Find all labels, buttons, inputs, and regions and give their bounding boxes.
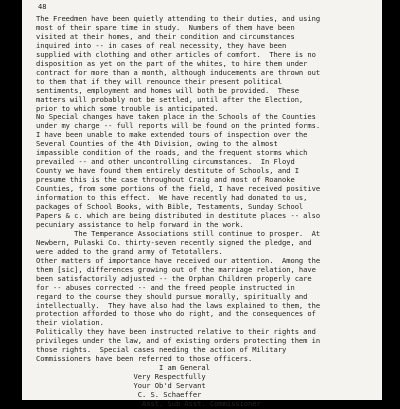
body-line: privileges under the law, and of existing orders protecting them in	[36, 336, 321, 346]
body-line: Other matters of importance have received our attention. Among the	[36, 255, 321, 265]
body-line: I have been unable to make extended tours of inspection over the	[36, 130, 308, 140]
body-line: Several Counties of the 4th Division, owing to the almost	[36, 139, 278, 149]
body-line: under my charge -- full reports will be found on the printed forms.	[36, 121, 321, 131]
body-line: No Special changes have taken place in the Schools of the Counties	[36, 112, 316, 122]
body-line: The Temperance Associations still continue to prosper. At	[36, 228, 321, 238]
document-page	[22, 0, 382, 408]
body-line: impassible condition of the roads, and the frequent storms which	[36, 148, 308, 158]
body-line: those rights. Special cases needing the action of Military	[36, 345, 287, 355]
signature-block	[36, 364, 368, 409]
body-line: prevailed -- and other uncontrolling circumstances. In Floyd	[36, 157, 295, 167]
body-line: County we have found them entirely destitute of Schools, and I	[36, 166, 299, 176]
body-line: matters will probably not be settled, until after the Election,	[36, 94, 304, 104]
body-line: disposition as yet on the part of the whites, to hire them under	[36, 58, 308, 68]
body-line: Counties, from some portions of the field, I have received positive	[36, 184, 321, 194]
body-line: Newbern, Pulaski Co. thirty-seven recently signed the pledge, and	[36, 237, 312, 247]
body-line: intellectually. They have also had the laws explained to them, the	[36, 300, 321, 310]
body-line: been satisfactorily adjusted -- the Orphan Children properly care	[36, 273, 312, 283]
body-line: them [sic], differences growing out of the marriage relation, have	[36, 264, 316, 274]
body-line: contract for more than a month, although inducements are thrown out	[36, 67, 321, 77]
body-line: protection afforded to those who do right, and the consequences of	[36, 309, 316, 319]
body-line: to them that if they will renounce their present political	[36, 76, 282, 86]
body-line: visited at their homes, and their condition and circumstances	[36, 31, 295, 41]
body-line: regard to the course they should pursue morally, spiritually and	[36, 291, 308, 301]
body-line: inquired into -- in cases of real necessity, they have been	[36, 40, 287, 50]
body-line: prior to which some trouble is anticipated.	[36, 103, 219, 113]
body-line: Politically they have been instructed relative to their rights and	[36, 327, 316, 337]
body-line: packages of School Books, with Bible, Testaments, Sunday School	[36, 202, 304, 212]
body-line: supplied with clothing and other articles of comfort. There is no	[36, 49, 316, 59]
letter-body	[36, 15, 368, 364]
body-line: The Freedmen have been quietly attending to their duties, and using	[36, 14, 321, 23]
body-line: most of their spare time in study. Numbers of them have been	[36, 22, 295, 32]
body-line: were added to the grand army of Tetotallers.	[36, 246, 223, 256]
signature-line: Asst. Sub Asst. Commissioner	[36, 398, 261, 408]
body-line: pecuniary assistance to help forward in the work.	[36, 219, 244, 229]
body-line: their violation.	[36, 318, 104, 328]
signature-line: I am General	[36, 363, 210, 373]
body-line: Papers & c. which are being distributed in destitute places -- also	[36, 210, 321, 220]
signature-line: C. S. Schaeffer	[36, 390, 202, 400]
body-line: presume this is the case throughout Craig and most of Roanoke	[36, 175, 295, 185]
body-line: for -- abuses corrected -- and the freed people instructed in	[36, 282, 295, 292]
signature-line: Your Ob'd Servant	[36, 381, 206, 391]
body-line: Commissioners have been referred to those officers.	[36, 354, 253, 364]
body-line: sentiments, employment and homes will both be provided. These	[36, 85, 299, 95]
page-number: 48	[38, 2, 47, 11]
body-line: information to this effect. We have recently had donated to us,	[36, 193, 308, 203]
signature-line: Very Respectfully	[36, 372, 206, 382]
